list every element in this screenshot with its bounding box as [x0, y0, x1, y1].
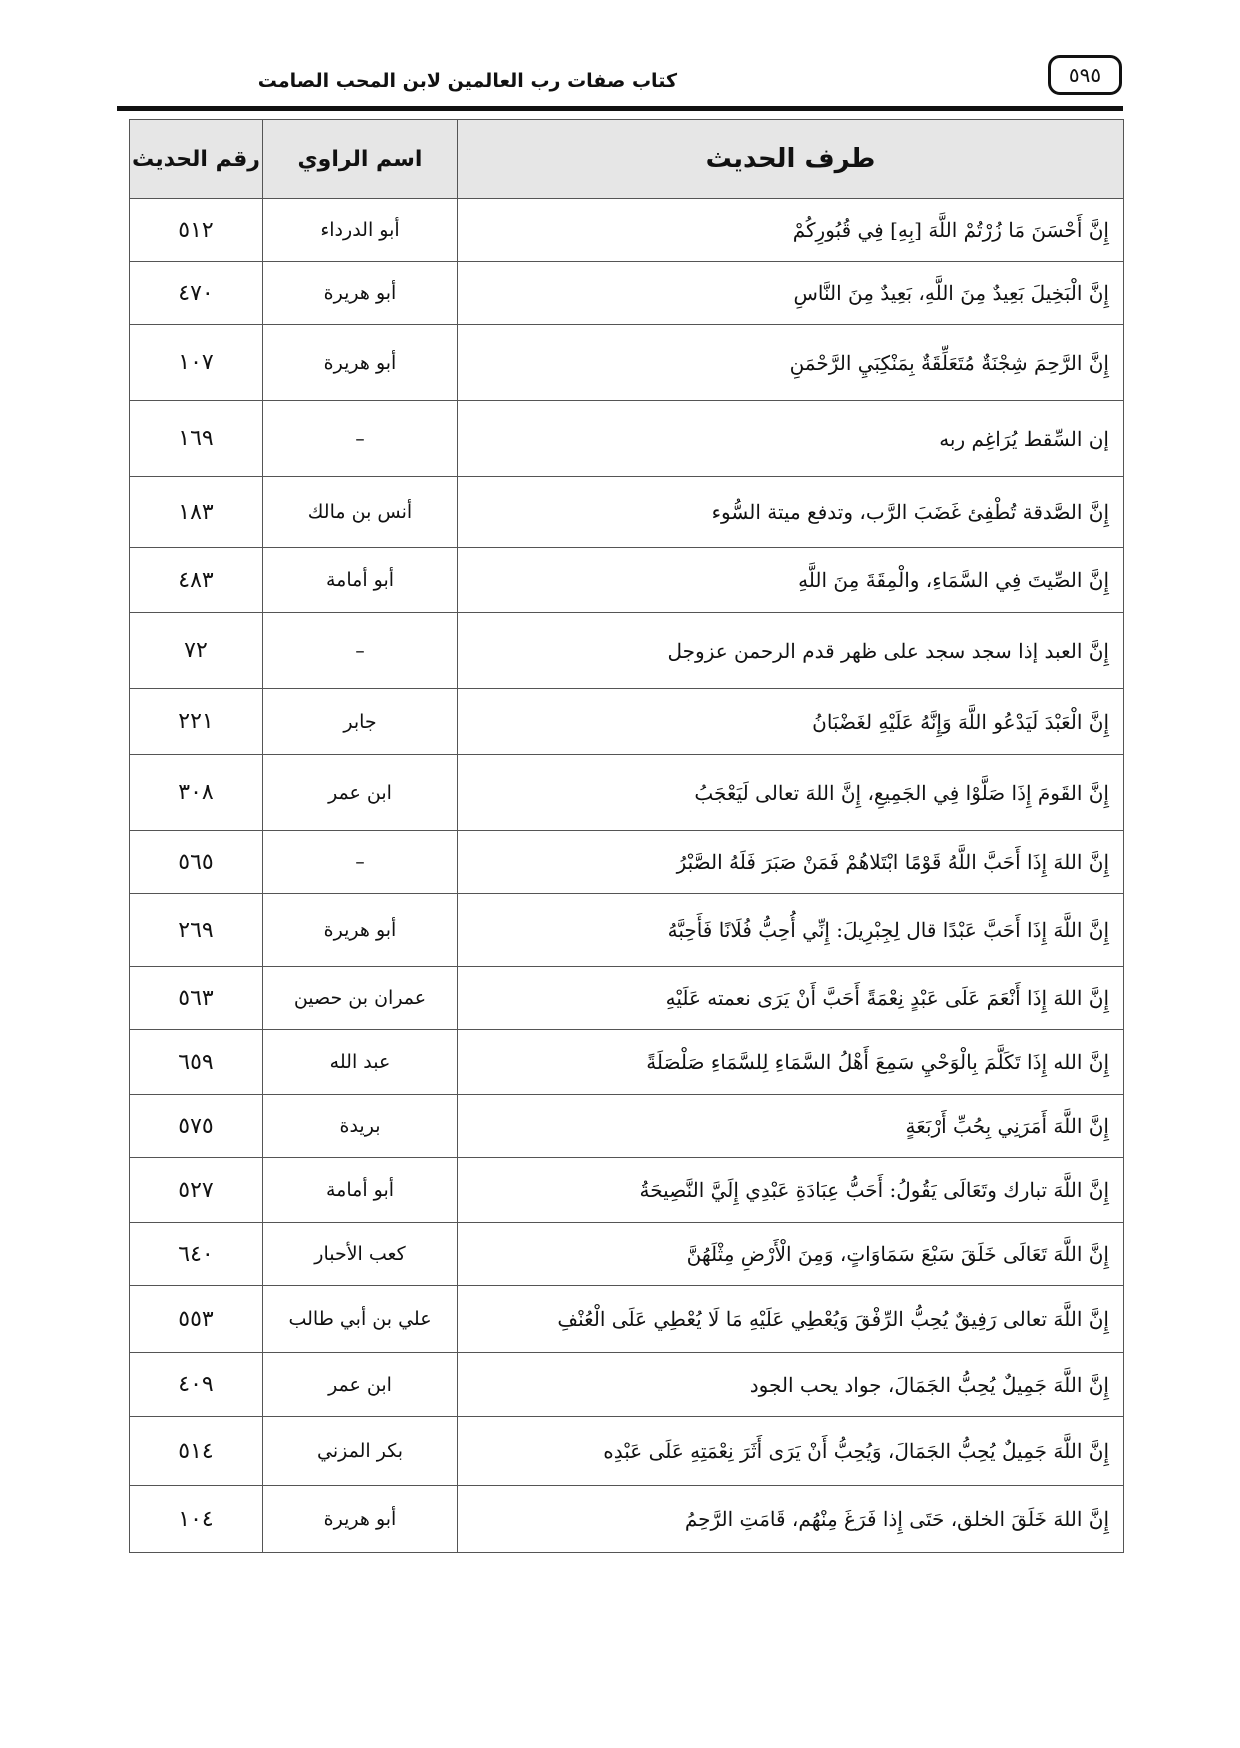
narrator-cell: – [263, 401, 458, 477]
page-number: ٥٩٥ [1048, 55, 1122, 95]
hadith-number-cell: ٥٦٥ [130, 831, 263, 894]
hadith-number-cell: ٤٨٣ [130, 548, 263, 613]
hadith-text-cell: إِنَّ اللَّهَ تَعَالَى خَلَقَ سَبْعَ سَمَاوَاتٍ، وَمِنَ الْأَرْضِ مِثْلَهُنَّ [458, 1223, 1124, 1286]
table-row [130, 1286, 1124, 1353]
table-row [130, 325, 1124, 401]
column-header-hadith-text: طرف الحديث [458, 120, 1124, 199]
hadith-number-cell: ٣٠٨ [130, 755, 263, 831]
hadith-text-cell: إِنَّ اللَّهَ تعالى رَفِيقٌ يُحِبُّ الرِّفْقَ وَيُعْطِي عَلَيْهِ مَا لَا يُعْطِي عَلَى الْعُنْفِ [458, 1286, 1124, 1353]
hadith-number-cell: ٤٠٩ [130, 1353, 263, 1417]
column-header-narrator: اسم الراوي [263, 120, 458, 199]
hadith-text-cell: إِنَّ اللهَ إِذَا أَحَبَّ اللَّهُ قَوْمًا ابْتَلاهُمْ فَمَنْ صَبَرَ فَلَهُ الصَّبْرُ [458, 831, 1124, 894]
narrator-cell: بريدة [263, 1095, 458, 1158]
hadith-text-cell: إِنَّ اللهَ إِذَا أَنْعَمَ عَلَى عَبْدٍ نِعْمَةً أَحَبَّ أَنْ يَرَى نعمته عَلَيْهِ [458, 967, 1124, 1030]
table-row [130, 1030, 1124, 1095]
hadith-text-cell: إِنَّ الْعَبْدَ لَيَدْعُو اللَّهَ وَإِنَّهُ عَلَيْهِ لغَضْبَانُ [458, 689, 1124, 755]
hadith-text-cell: إِنَّ اللَّهَ أَمَرَنِي بِحُبِّ أَرْبَعَةٍ [458, 1095, 1124, 1158]
table-row [130, 262, 1124, 325]
table-body [130, 199, 1124, 1553]
hadith-number-cell: ١٦٩ [130, 401, 263, 477]
narrator-cell: أبو الدرداء [263, 199, 458, 262]
table-row [130, 548, 1124, 613]
table-row [130, 1158, 1124, 1223]
narrator-cell: أبو هريرة [263, 325, 458, 401]
narrator-cell: أبو أمامة [263, 1158, 458, 1223]
table-row [130, 831, 1124, 894]
hadith-number-cell: ١٨٣ [130, 477, 263, 548]
hadith-number-cell: ٥٧٥ [130, 1095, 263, 1158]
narrator-cell: ابن عمر [263, 755, 458, 831]
hadith-text-cell: إِنَّ أَحْسَنَ مَا زُرْتُمْ اللَّهَ [بِهِ] فِي قُبُورِكُمْ [458, 199, 1124, 262]
hadith-number-cell: ٦٤٠ [130, 1223, 263, 1286]
hadith-index-table [129, 119, 1124, 1553]
hadith-text-cell: إِنَّ الْبَخِيلَ بَعِيدٌ مِنَ اللَّهِ، بَعِيدٌ مِنَ النَّاسِ [458, 262, 1124, 325]
table-row [130, 755, 1124, 831]
narrator-cell: أبو هريرة [263, 1486, 458, 1553]
hadith-text-cell: إِنَّ اللَّهَ جَمِيلٌ يُحِبُّ الجَمَالَ، وَيُحِبُّ أَنْ يَرَى أَثَرَ نِعْمَتِهِ عَلَى عَبْدِه [458, 1417, 1124, 1486]
column-header-number: رقم الحديث [130, 120, 263, 199]
hadith-text-cell: إِنَّ الصِّيتَ فِي السَّمَاءِ، والْمِقَةَ مِنَ اللَّهِ [458, 548, 1124, 613]
narrator-cell: – [263, 831, 458, 894]
narrator-cell: أبو هريرة [263, 894, 458, 967]
narrator-cell: أبو أمامة [263, 548, 458, 613]
narrator-cell: عبد الله [263, 1030, 458, 1095]
running-title: كتاب صفات رب العالمين لابن المحب الصامت [257, 70, 677, 92]
table-row [130, 477, 1124, 548]
hadith-number-cell: ٥١٢ [130, 199, 263, 262]
table-row [130, 613, 1124, 689]
narrator-cell: عمران بن حصين [263, 967, 458, 1030]
hadith-text-cell: إِنَّ الصَّدقة تُطْفِئ غَضَبَ الرَّب، وتدفع ميتة السُّوء [458, 477, 1124, 548]
narrator-cell: جابر [263, 689, 458, 755]
narrator-cell: علي بن أبي طالب [263, 1286, 458, 1353]
table-row [130, 689, 1124, 755]
hadith-number-cell: ٧٢ [130, 613, 263, 689]
narrator-cell: أنس بن مالك [263, 477, 458, 548]
table-row [130, 967, 1124, 1030]
hadith-text-cell: إِنَّ اللَّهَ تبارك وتَعَالَى يَقُولُ: أَحَبُّ عِبَادَةِ عَبْدِي إِلَيَّ النَّصِيحَةُ [458, 1158, 1124, 1223]
narrator-cell: – [263, 613, 458, 689]
hadith-text-cell: إِنَّ اللَّهَ إِذَا أَحَبَّ عَبْدًا قال لِجِبْرِيلَ: إِنِّي أُحِبُّ فُلَانًا فَأَحِبَّهُ [458, 894, 1124, 967]
table-header-row [130, 120, 1124, 199]
hadith-number-cell: ٥٦٣ [130, 967, 263, 1030]
hadith-text-cell: إِنَّ اللَّهَ جَمِيلٌ يُحِبُّ الجَمَالَ، جواد يحب الجود [458, 1353, 1124, 1417]
hadith-text-cell: إِنَّ القَومَ إِذَا صَلَّوْا فِي الجَمِيعِ، إِنَّ اللهَ تعالى لَيَعْجَبُ [458, 755, 1124, 831]
table-row [130, 1417, 1124, 1486]
hadith-number-cell: ٥٢٧ [130, 1158, 263, 1223]
hadith-text-cell: إِنَّ اللهَ خَلَقَ الخلق، حَتَى إِذا فَرَغَ مِنْهُم، قَامَتِ الرَّحِمُ [458, 1486, 1124, 1553]
hadith-text-cell: إِنَّ الرَّحِمَ شِجْنَةٌ مُتَعَلِّقَةٌ بِمَنْكِبَيِ الرَّحْمَنِ [458, 325, 1124, 401]
table-row [130, 1353, 1124, 1417]
header-rule [117, 106, 1123, 111]
table-row [130, 199, 1124, 262]
hadith-number-cell: ٥٥٣ [130, 1286, 263, 1353]
narrator-cell: أبو هريرة [263, 262, 458, 325]
table-row [130, 401, 1124, 477]
hadith-number-cell: ٢٦٩ [130, 894, 263, 967]
hadith-text-cell: إِنَّ العبد إذا سجد سجد على ظهر قدم الرحمن عزوجل [458, 613, 1124, 689]
hadith-number-cell: ٤٧٠ [130, 262, 263, 325]
narrator-cell: كعب الأحبار [263, 1223, 458, 1286]
table-row [130, 894, 1124, 967]
narrator-cell: ابن عمر [263, 1353, 458, 1417]
table-row [130, 1223, 1124, 1286]
hadith-number-cell: ٦٥٩ [130, 1030, 263, 1095]
hadith-number-cell: ١٠٧ [130, 325, 263, 401]
hadith-text-cell: إن السِّقط يُرَاغِم ربه [458, 401, 1124, 477]
hadith-number-cell: ١٠٤ [130, 1486, 263, 1553]
narrator-cell: بكر المزني [263, 1417, 458, 1486]
hadith-number-cell: ٢٢١ [130, 689, 263, 755]
hadith-text-cell: إِنَّ الله إِذَا تَكَلَّمَ بِالْوَحْيِ سَمِعَ أَهْلُ السَّمَاءِ لِلسَّمَاءِ صَلْصَلَةً [458, 1030, 1124, 1095]
table-row [130, 1486, 1124, 1553]
table-row [130, 1095, 1124, 1158]
hadith-number-cell: ٥١٤ [130, 1417, 263, 1486]
